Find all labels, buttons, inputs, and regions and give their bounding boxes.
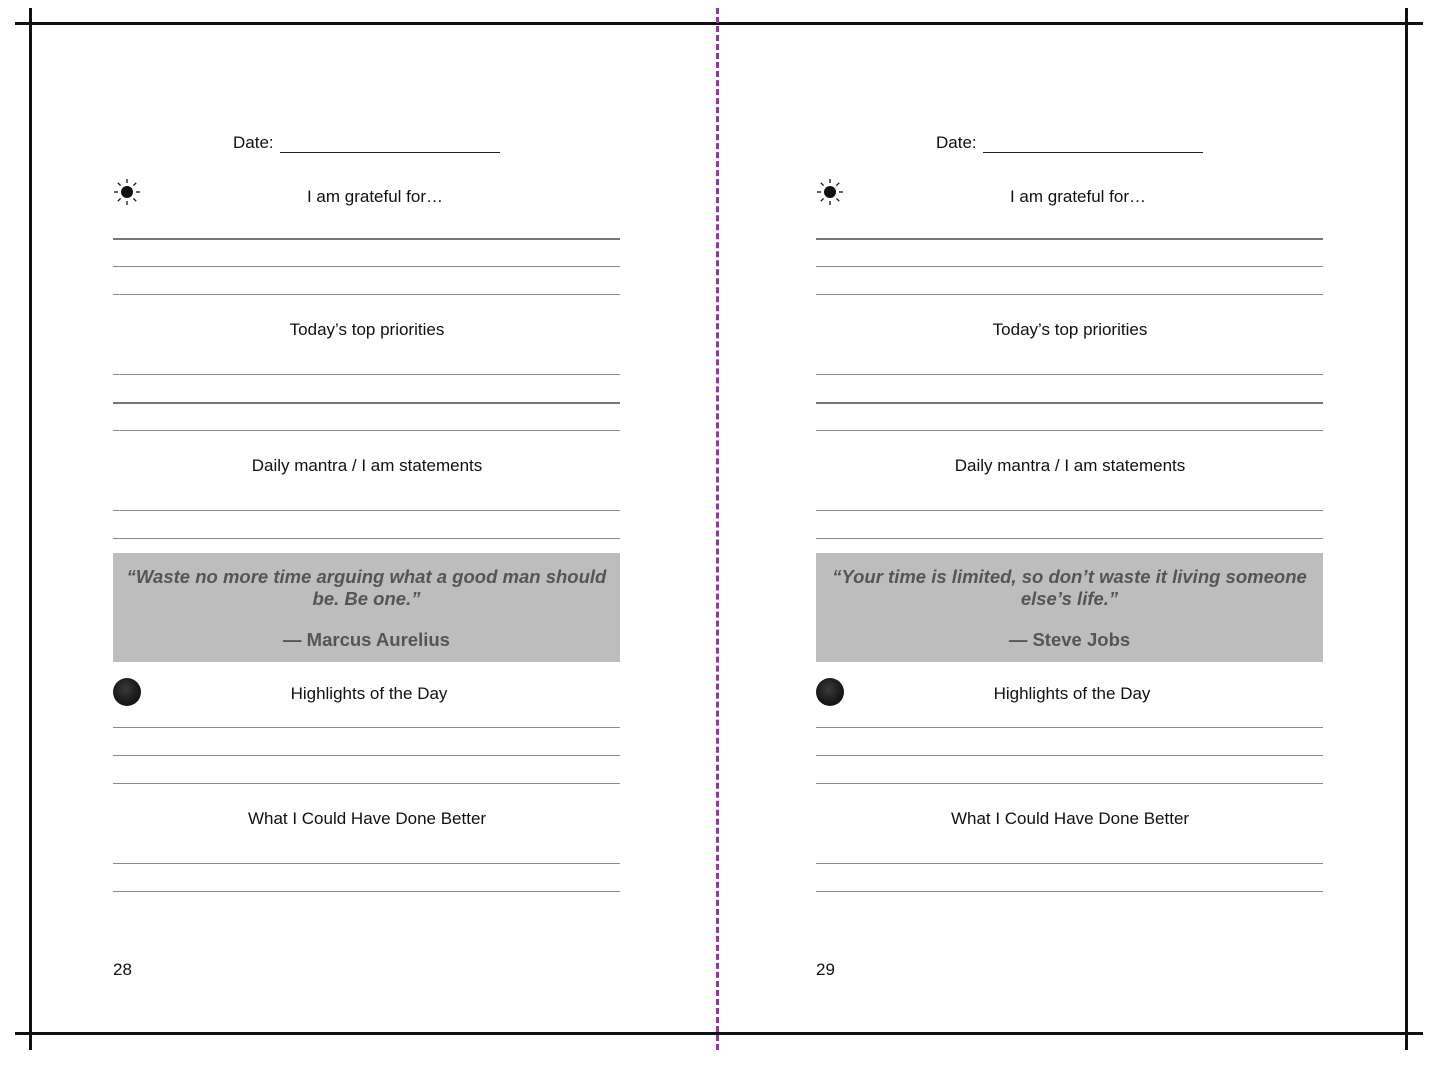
fold-line xyxy=(716,8,719,1050)
writing-line[interactable] xyxy=(113,238,620,240)
writing-line[interactable] xyxy=(113,374,620,375)
writing-line[interactable] xyxy=(113,430,620,431)
writing-line[interactable] xyxy=(816,891,1323,892)
writing-line[interactable] xyxy=(816,238,1323,240)
writing-line[interactable] xyxy=(816,538,1323,539)
priorities-title: Today’s top priorities xyxy=(289,320,445,339)
writing-line[interactable] xyxy=(816,294,1323,295)
writing-line[interactable] xyxy=(113,266,620,267)
trim-mark-right xyxy=(1405,8,1408,1050)
date-label: Date: xyxy=(936,133,977,152)
writing-line[interactable] xyxy=(113,510,620,511)
writing-line[interactable] xyxy=(816,430,1323,431)
date-field[interactable] xyxy=(983,135,1203,153)
writing-line[interactable] xyxy=(816,727,1323,728)
writing-line[interactable] xyxy=(113,863,620,864)
writing-line[interactable] xyxy=(113,294,620,295)
better-title: What I Could Have Done Better xyxy=(247,809,487,828)
page-number: 29 xyxy=(816,960,835,979)
quote-box xyxy=(816,553,1323,662)
page-number: 28 xyxy=(113,960,132,979)
writing-line[interactable] xyxy=(113,402,620,404)
journal-page-left xyxy=(113,0,621,1065)
writing-line[interactable] xyxy=(816,783,1323,784)
mantra-title: Daily mantra / I am statements xyxy=(251,456,483,475)
date-field[interactable] xyxy=(280,135,500,153)
writing-line[interactable] xyxy=(816,755,1323,756)
writing-line[interactable] xyxy=(113,891,620,892)
writing-line[interactable] xyxy=(816,402,1323,404)
writing-line[interactable] xyxy=(816,374,1323,375)
quote-author: — Marcus Aurelius xyxy=(283,629,450,650)
writing-line[interactable] xyxy=(816,266,1323,267)
writing-line[interactable] xyxy=(816,863,1323,864)
grateful-title: I am grateful for… xyxy=(1009,187,1147,206)
grateful-title: I am grateful for… xyxy=(306,187,444,206)
writing-line[interactable] xyxy=(113,755,620,756)
journal-page-right xyxy=(816,0,1324,1065)
better-title: What I Could Have Done Better xyxy=(950,809,1190,828)
writing-line[interactable] xyxy=(113,538,620,539)
quote-text: “Your time is limited, so don’t waste it living someone else’s life.” xyxy=(832,566,1307,609)
quote-author: — Steve Jobs xyxy=(1008,629,1131,650)
date-row xyxy=(233,133,500,153)
quote-box xyxy=(113,553,620,662)
date-label: Date: xyxy=(233,133,274,152)
date-row xyxy=(936,133,1203,153)
highlights-title: Highlights of the Day xyxy=(993,684,1151,703)
writing-line[interactable] xyxy=(113,783,620,784)
priorities-title: Today’s top priorities xyxy=(992,320,1148,339)
mantra-title: Daily mantra / I am statements xyxy=(954,456,1186,475)
writing-line[interactable] xyxy=(816,510,1323,511)
quote-text: “Waste no more time arguing what a good man should be. Be one.” xyxy=(126,566,607,609)
highlights-title: Highlights of the Day xyxy=(290,684,448,703)
trim-mark-left xyxy=(29,8,32,1050)
writing-line[interactable] xyxy=(113,727,620,728)
